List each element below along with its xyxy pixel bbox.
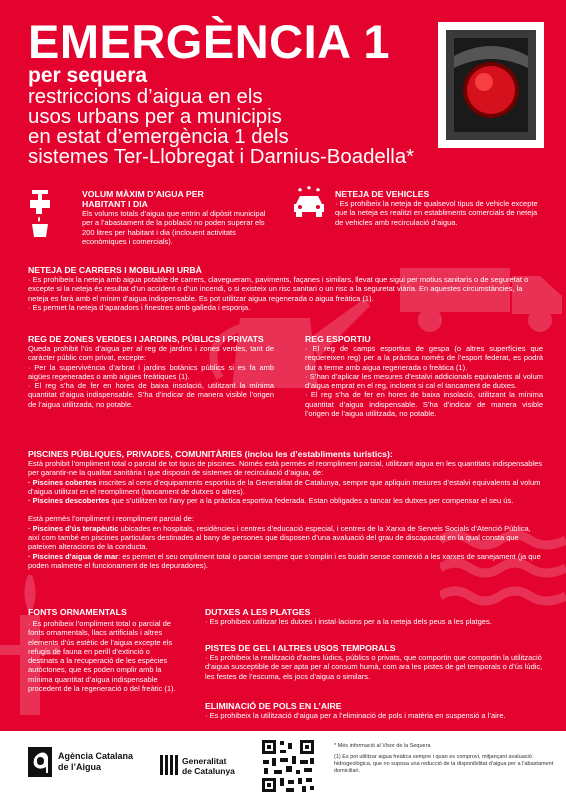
generalitat-logo-line1: Generalitat [182,756,227,766]
section-zones-verdes [28,334,274,409]
car-wash-icon [292,186,326,218]
aca-logo [28,745,138,785]
text-paragraph [28,524,544,552]
description-line: usos urbans per a municipis [28,106,282,128]
section-heading: PISTES DE GEL I ALTRES USOS TEMPORALS [205,643,396,653]
description-line: sistemes Ter-Llobregat i Darnius-Boadella* [28,146,415,168]
section-heading: FONTS ORNAMENTALS [28,607,127,617]
poster-footer [0,731,566,800]
bold-term: · Piscines d’aigua de mar [28,551,119,561]
section-pols [205,701,545,720]
generalitat-logo [160,753,260,779]
generalitat-logo-line2: de Catalunya [182,766,235,776]
aca-logo-line1: Agència Catalana [58,751,134,761]
section-reg-esportiu [305,334,543,418]
section-volum [82,189,278,246]
text-paragraph [28,496,544,505]
text-paragraph: · S’han d’aplicar les mesures d’estalvi addicionals equivalents al volum d’aigua emprat en el reg, incloent si cal el tancament de dutxes. [305,371,543,391]
section-heading: ELIMINACIÓ DE POLS EN L’AIRE [205,701,342,711]
text-paragraph: · El reg de camps esportius de gespa (o altres superfícies que requereixen reg) per a la pràctica només de l’esport federat, es podrà dur a terme amb aigua regenerada o freàtica (1). [305,344,543,372]
section-text [28,459,544,570]
section-pistes [205,643,545,681]
section-heading: REG DE ZONES VERDES I JARDINS, PÚBLICS I PRIVATS [28,334,264,344]
poster-description [28,87,428,167]
poster-subtitle: per sequera [28,64,148,87]
section-carrers [28,265,544,312]
section-text: Els volums totals d’aigua que entrin al dipòsit municipal per a l’abastament de la població no poden superar els 200 litres per habitant i dia (inclouent activitats econòmiques i comercials). [82,209,266,246]
text-paragraph: Està permès l’ompliment i reompliment parcial de: [28,514,194,524]
bold-term: · Piscines d’ús terapèutic [28,523,119,533]
text-paragraph: · Es prohibeix la neteja amb aigua potable de carrers, clavegueram, paviments, façanes i similars, llevat que sigui per motius sanitaris o de seguretat o excepte si la neteja és resultat d’un accident o d’un incendi, o si existeix un risc sanitari o un risc a la seguretat viària. En aquestes circumstàncies, la neteja es farà amb el mínim d’aigua indispensable. Es pot utilitzar aigua regenerada o aigua freàtica (1). [28,275,529,303]
section-heading: REG ESPORTIU [305,334,371,344]
text-paragraph: · El reg s’ha de fer en hores de baixa insolació, utilitzant la mínima quantitat d’aigua indispensable. S’ha d’indicar de manera visible l’origen de l’aigua utilitzada, no potable. [28,381,274,409]
traffic-light-icon [432,16,550,154]
section-heading: PISCINES PÚBLIQUES, PRIVADES, COMUNITÀRIES (inclou les d’establiments turístics): [28,449,393,459]
section-text [305,344,543,418]
section-heading: DUTXES A LES PLATGES [205,607,311,617]
section-text [28,344,274,409]
text-span: que s’utilitzen tot l’any per a la pràctica esportiva federada. Estan obligades a tancar les dutxes per compensar el seu ús. [109,496,514,506]
text-paragraph: · El reg s’ha de fer en hores de baixa insolació, utilitzant la mínima quantitat d’aigua indispensable. S’ha d’indicar de manera visible l’origen de l’aigua utilitzada, no potable. [305,390,543,419]
text-span: : es permet el seu ompliment total o parcial sempre que s’omplin i es buidin sense connexió a les xarxes de sanejament (ja que poden malmetre el funcionament de les depuradores). [28,551,541,570]
section-heading: NETEJA DE VEHICLES [335,189,430,199]
poster-title: EMERGÈNCIA 1 [28,15,391,68]
bold-term: · Piscines descobertes [28,496,110,506]
footer-note-1: (1) Es pot utilitzar aigua freàtica sempre i quan es comprovi, mitjançant avaluació hidrogeològica, que no suposa una reducció de la disponibilitat d’aigua per a l’abastament domiciliari. [334,754,554,774]
section-fonts [28,607,178,693]
footer-notes [334,743,556,779]
section-text [28,275,544,312]
aca-logo-line2: de l’Aigua [58,762,102,772]
section-text: · Es prohibeix utilitzar les dutxes i instal·lacions per a la neteja dels peus a les platges. [205,617,492,626]
description-line: restriccions d’aigua en els [28,86,263,108]
heading-line: VOLUM MÀXIM D’AIGUA PER [82,189,204,199]
footer-note-more-info: * Més informació al Visor de la Sequera [334,743,431,749]
qr-code-icon[interactable] [260,738,316,794]
section-text: · Es prohibeix la utilització d’aigua per a l’eliminació de pols i matèria en suspensió a l’aire. [205,711,506,720]
text-paragraph [28,478,544,497]
section-text: · Es prohibeix la realització d’actes lúdics, públics o privats, que comportin que comportin la utilització d’aigua susceptible de ser apta per al consum humà, com ara les pistes de gel temporals o d’ús lúdic, les festes de l’escuma, els jocs d’aigua o similars. [205,653,543,681]
section-dutxes [205,607,545,626]
text-span: ubicades en hospitals, residències i centres d’educació especial, i centres de la Xarxa de Serveis Socials d’Atenció Pública, així com també en piscines particulars destinades al bany de persones que disposen d’una avaluació del grau de discapacitat en la qual consta que pateixen alteracions de la conducta. [28,523,531,552]
section-text: · Es prohibeix l’ompliment total o parcial de fonts ornamentals, llacs artificials i altres elements d’ús estètic de l’aigua excepte els refugis de fauna en perill d’extinció o destinats a la recuperació de les espècies autòctones, que es poden omplir amb la mínima quantitat d’aigua indispensable procedent de la regeneració o del freàtic (1). [28,619,176,694]
section-heading [82,189,278,209]
bold-term: · Piscines cobertes [28,477,97,487]
heading-line: HABITANT I DIA [82,199,148,209]
section-piscines [28,449,544,570]
section-text: · Es prohibeix la neteja de qualsevol tipus de vehicle excepte que la neteja es realitzi en establiments comercials de neteja de vehicles amb recirculació d’aigua. [335,199,538,227]
text-paragraph: Està prohibit l’ompliment total o parcial de tot tipus de piscines. Només està permès el reompliment parcial, utilitzant aigua en les quantitats indispensables per garantir-ne la qualitat sanitària i que disposin de sistemes de recirculació d’aigua, de: [28,459,543,478]
text-span: inscrites al cens d’equipaments esportius de la Generalitat de Catalunya, sempre que apliquin mesures d’estalvi equivalents al volum d’aigua utilitzat en el reompliment (tancament de dutxes o altres). [28,477,541,496]
poster-header [28,15,428,168]
section-vehicles [335,189,545,227]
description-line: en estat d’emergència 1 dels [28,126,289,148]
text-paragraph: · Per la supervivència d’arbrat i jardins botànics públics si es fa amb aigües regenerades o amb aigües freàtiques (1). [28,362,274,381]
tap-icon [28,188,58,238]
text-paragraph: Queda prohibit l’ús d’aigua per al reg de jardins i zones verdes, tant de caràcter públic com privat, excepte: [28,344,274,363]
text-paragraph [28,552,544,571]
text-paragraph: · Es permet la neteja d’aparadors i finestres amb galleda i esponja. [28,302,251,312]
section-heading: NETEJA DE CARRERS I MOBILIARI URBÀ [28,265,202,275]
